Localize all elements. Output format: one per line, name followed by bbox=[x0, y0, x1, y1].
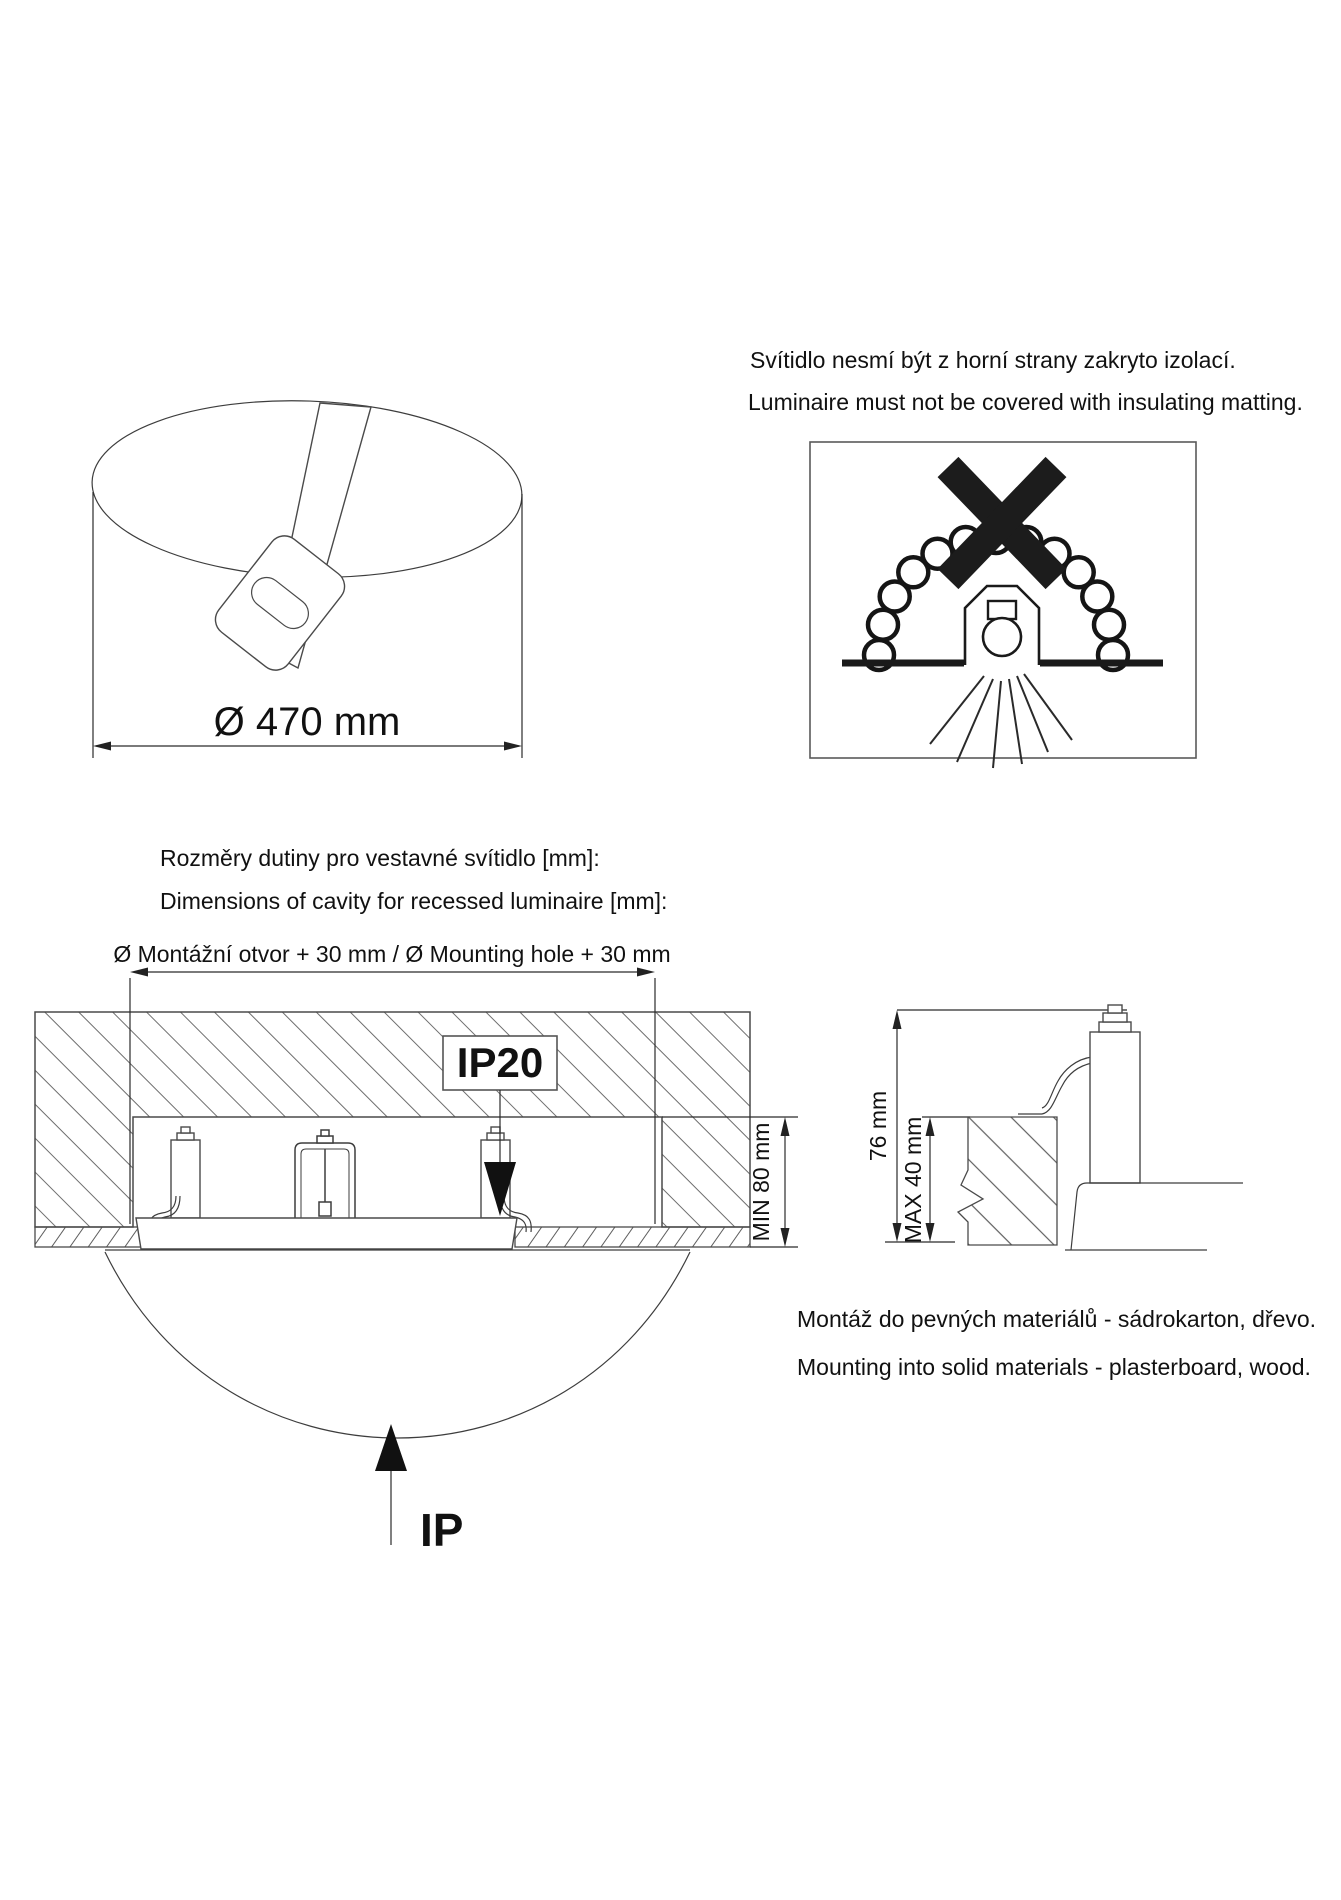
clip-detail-figure bbox=[865, 1005, 1243, 1250]
plasterboard-right bbox=[515, 1227, 750, 1247]
clip-detail-tray bbox=[1065, 1183, 1243, 1250]
mounting-hole-dimension-label: Ø Montážní otvor + 30 mm / Ø Mounting hole + 30 mm bbox=[113, 941, 671, 967]
clip-detail-post bbox=[1090, 1005, 1140, 1183]
cavity-heading-english: Dimensions of cavity for recessed luminaire [mm]: bbox=[160, 888, 668, 914]
mounting-note-czech: Montáž do pevných materiálů - sádrokarton, dřevo. bbox=[797, 1306, 1317, 1332]
ip20-label: IP20 bbox=[456, 1039, 544, 1086]
mounting-panel-block bbox=[958, 1117, 1057, 1245]
luminaire-tray bbox=[136, 1218, 517, 1249]
ip20-badge bbox=[443, 1036, 557, 1090]
ip-arrow-head bbox=[375, 1424, 407, 1471]
luminaire-pictogram bbox=[965, 586, 1039, 665]
ip-label: IP bbox=[420, 1504, 464, 1556]
suspension-bracket bbox=[295, 1130, 355, 1218]
mounting-note-english: Mounting into solid materials - plasterboard, wood. bbox=[797, 1354, 1311, 1380]
lamp-base-icon bbox=[988, 601, 1016, 619]
hole-cutting-figure bbox=[89, 394, 525, 758]
max-thickness-label: MAX 40 mm bbox=[900, 1116, 926, 1244]
cavity-heading-czech: Rozměry dutiny pro vestavné svítidlo [mm]: bbox=[160, 845, 600, 871]
min-depth-label: MIN 80 mm bbox=[748, 1122, 774, 1242]
fixing-post-left bbox=[171, 1127, 200, 1218]
insulation-note-english: Luminaire must not be covered with insulating matting. bbox=[748, 389, 1303, 415]
total-height-label: 76 mm bbox=[865, 1090, 891, 1162]
ceiling-structure-hatch bbox=[35, 1012, 750, 1227]
cavity-cross-section-figure bbox=[35, 941, 798, 1556]
clip-detail-spring bbox=[1018, 1057, 1092, 1114]
insulation-note-czech: Svítidlo nesmí být z horní strany zakryto izolací. bbox=[750, 347, 1236, 373]
lamp-bulb-icon bbox=[983, 618, 1021, 656]
no-insulation-pictogram bbox=[810, 442, 1196, 768]
hole-diameter-label: Ø 470 mm bbox=[213, 700, 401, 744]
dome-diffuser bbox=[105, 1250, 690, 1438]
